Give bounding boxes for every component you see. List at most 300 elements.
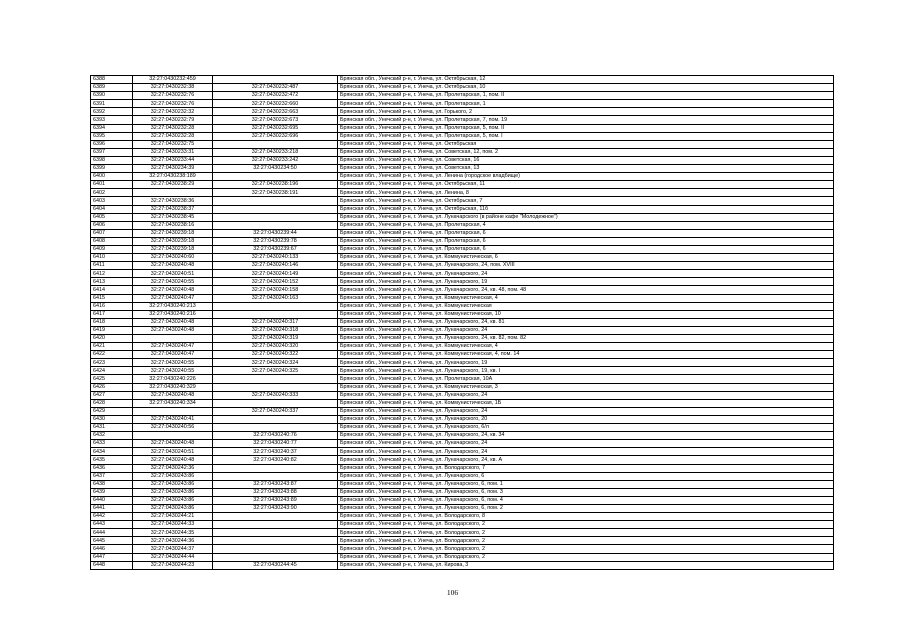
address-cell: Брянская обл., Унечский р-н, г. Унеча, ул. Советская, 13 (338, 165, 834, 173)
address-cell: Брянская обл., Унечский р-н, г. Унеча, ул. Пролетарская, 1 (338, 100, 834, 108)
object-number-cell: 32:27:0430240:318 (213, 326, 338, 334)
address-cell: Брянская обл., Унечский р-н, г. Унеча, ул. Луначарского, 24, кв. 81 (338, 318, 834, 326)
address-cell: Брянская обл., Унечский р-н, г. Унеча, ул. Луначарского, 20 (338, 415, 834, 423)
object-number-cell: 32:27:0430240:322 (213, 351, 338, 359)
table-row (91, 318, 834, 326)
object-number-cell (213, 472, 338, 480)
row-number-cell: 6448 (91, 561, 133, 569)
row-number-cell: 6409 (91, 245, 133, 253)
row-number-cell: 6422 (91, 351, 133, 359)
address-cell: Брянская обл., Унечский р-н, г. Унеча, ул. Ленина (городское владбище) (338, 173, 834, 181)
object-number-cell: 32:27:0430238:196 (213, 181, 338, 189)
address-cell: Брянская обл., Унечский р-н, г. Унеча, ул. Луначарского, 6 (338, 472, 834, 480)
table-row (91, 108, 834, 116)
table-row (91, 262, 834, 270)
parcel-number-cell: 32:27:0430240:213 (133, 302, 213, 310)
table-row (91, 156, 834, 164)
address-cell: Брянская обл., Унечский р-н, г. Унеча, ул. Володарского, 8 (338, 513, 834, 521)
address-cell: Брянская обл., Унечский р-н, г. Унеча, ул. Коммунистическая, 1Б (338, 399, 834, 407)
table-row (91, 124, 834, 132)
table-row (91, 237, 834, 245)
object-number-cell (213, 76, 338, 84)
object-number-cell: 32:27:0430243:88 (213, 488, 338, 496)
row-number-cell: 6390 (91, 92, 133, 100)
object-number-cell (213, 173, 338, 181)
row-number-cell: 6447 (91, 553, 133, 561)
object-number-cell (213, 415, 338, 423)
object-number-cell (213, 205, 338, 213)
table-row (91, 488, 834, 496)
row-number-cell: 6430 (91, 415, 133, 423)
object-number-cell: 32:27:0430240:325 (213, 367, 338, 375)
row-number-cell: 6429 (91, 407, 133, 415)
table-row (91, 561, 834, 569)
parcel-number-cell (133, 189, 213, 197)
row-number-cell: 6393 (91, 116, 133, 124)
object-number-cell: 32:27:0430232:487 (213, 84, 338, 92)
parcel-number-cell: 32:27:0430238:45 (133, 213, 213, 221)
parcel-number-cell: 32:27:0430244:21 (133, 513, 213, 521)
parcel-number-cell: 32:27:0430232:28 (133, 132, 213, 140)
parcel-number-cell (133, 432, 213, 440)
address-cell: Брянская обл., Унечский р-н, г. Унеча, ул. Пролетарская, 4 (338, 221, 834, 229)
row-number-cell: 6441 (91, 504, 133, 512)
row-number-cell: 6424 (91, 367, 133, 375)
parcel-number-cell: 32:27:0430240:48 (133, 391, 213, 399)
table-row (91, 529, 834, 537)
table-row (91, 302, 834, 310)
table-row (91, 545, 834, 553)
address-cell: Брянская обл., Унечский р-н, г. Унеча, ул. Луначарского, 6, пом. 2 (338, 504, 834, 512)
address-cell: Брянская обл., Унечский р-н, г. Унеча, ул. Луначарского, 6, пом. 4 (338, 496, 834, 504)
table-row (91, 229, 834, 237)
parcel-number-cell: 32:27:0430240:48 (133, 326, 213, 334)
row-number-cell: 6438 (91, 480, 133, 488)
address-cell: Брянская обл., Унечский р-н, г. Унеча, ул. Октябрьская (338, 140, 834, 148)
object-number-cell (213, 545, 338, 553)
address-cell: Брянская обл., Унечский р-н, г. Унеча, ул. Пролетарская, 5, пом. I (338, 132, 834, 140)
table-row (91, 181, 834, 189)
row-number-cell: 6388 (91, 76, 133, 84)
row-number-cell: 6417 (91, 310, 133, 318)
address-cell: Брянская обл., Унечский р-н, г. Унеча, ул. Луначарского, 24, пом. XVIII (338, 262, 834, 270)
address-cell: Брянская обл., Унечский р-н, г. Унеча, ул. Пролетарская, 7, пом. 19 (338, 116, 834, 124)
row-number-cell: 6440 (91, 496, 133, 504)
object-number-cell: 32:27:0430240:337 (213, 407, 338, 415)
row-number-cell: 6437 (91, 472, 133, 480)
address-cell: Брянская обл., Унечский р-н, г. Унеча, ул. Володарского, 2 (338, 529, 834, 537)
table-row (91, 205, 834, 213)
address-cell: Брянская обл., Унечский р-н, г. Унеча, ул. Коммунистическая, 6 (338, 254, 834, 262)
table-row (91, 440, 834, 448)
object-number-cell (213, 375, 338, 383)
object-number-cell: 32:27:0430239:78 (213, 237, 338, 245)
object-number-cell: 32:27:0430243:87 (213, 480, 338, 488)
parcel-number-cell: 32:27:0430243:86 (133, 488, 213, 496)
address-cell: Брянская обл., Унечский р-н, г. Унеча, ул. Советская, 12, пом. 2 (338, 148, 834, 156)
table-row (91, 351, 834, 359)
row-number-cell: 6402 (91, 189, 133, 197)
address-cell: Брянская обл., Унечский р-н, г. Унеча, ул. Пролетарская, 6 (338, 237, 834, 245)
row-number-cell: 6400 (91, 173, 133, 181)
table-row (91, 213, 834, 221)
object-number-cell: 32:27:0430232:660 (213, 100, 338, 108)
parcel-number-cell: 32:27:0430239:18 (133, 237, 213, 245)
table-row (91, 513, 834, 521)
row-number-cell: 6403 (91, 197, 133, 205)
parcel-number-cell: 32:27:0430239:18 (133, 229, 213, 237)
address-cell: Брянская обл., Унечский р-н, г. Унеча, ул. Луначарского, 24 (338, 391, 834, 399)
row-number-cell: 6392 (91, 108, 133, 116)
row-number-cell: 6395 (91, 132, 133, 140)
table-row (91, 76, 834, 84)
address-cell: Брянская обл., Унечский р-н, г. Унеча, ул. Октябрьская, 12 (338, 76, 834, 84)
object-number-cell: 32:27:0430232:696 (213, 132, 338, 140)
object-number-cell: 32:27:0430234:50 (213, 165, 338, 173)
parcel-number-cell: 32:27:0430238:16 (133, 221, 213, 229)
object-number-cell (213, 310, 338, 318)
table-row (91, 472, 834, 480)
address-cell: Брянская обл., Унечский р-н, г. Унеча, ул. Луначарского, 6/л (338, 424, 834, 432)
row-number-cell: 6398 (91, 156, 133, 164)
parcel-number-cell: 32:27:0430244:23 (133, 561, 213, 569)
parcel-number-cell: 32:27:0430234:39 (133, 165, 213, 173)
row-number-cell: 6405 (91, 213, 133, 221)
address-cell: Брянская обл., Унечский р-н, г. Унеча, ул. Коммунистическая, 4, пом. 14 (338, 351, 834, 359)
table-row (91, 116, 834, 124)
address-cell: Брянская обл., Унечский р-н, г. Унеча, ул. Пролетарская, 6 (338, 229, 834, 237)
table-row (91, 359, 834, 367)
address-cell: Брянская обл., Унечский р-н, г. Унеча, ул. Луначарского, 24 (338, 270, 834, 278)
parcel-number-cell: 32:27:0430243:86 (133, 496, 213, 504)
address-cell: Брянская обл., Унечский р-н, г. Унеча, ул. Советская, 16 (338, 156, 834, 164)
row-number-cell: 6428 (91, 399, 133, 407)
object-number-cell (213, 140, 338, 148)
object-number-cell: 32:27:0430240:149 (213, 270, 338, 278)
address-cell: Брянская обл., Унечский р-н, г. Унеча, ул. Коммунистическая, 3 (338, 383, 834, 391)
address-cell: Брянская обл., Унечский р-н, г. Унеча, ул. Луначарского, 6, пом. 3 (338, 488, 834, 496)
row-number-cell: 6406 (91, 221, 133, 229)
object-number-cell: 32:27:0430240:317 (213, 318, 338, 326)
row-number-cell: 6425 (91, 375, 133, 383)
table-row (91, 456, 834, 464)
row-number-cell: 6407 (91, 229, 133, 237)
parcel-number-cell: 32:27:0430240:48 (133, 456, 213, 464)
row-number-cell: 6423 (91, 359, 133, 367)
parcel-number-cell: 32:27:0430238:29 (133, 181, 213, 189)
table-row (91, 553, 834, 561)
object-number-cell: 32:27:0430240:333 (213, 391, 338, 399)
table-row (91, 100, 834, 108)
object-number-cell: 32:27:0430240:152 (213, 278, 338, 286)
address-cell: Брянская обл., Унечский р-н, г. Унеча, ул. Володарского, 2 (338, 537, 834, 545)
table-row (91, 391, 834, 399)
row-number-cell: 6446 (91, 545, 133, 553)
address-cell: Брянская обл., Унечский р-н, г. Унеча, ул. Володарского, 2 (338, 521, 834, 529)
parcel-number-cell: 32:27:0430239:18 (133, 245, 213, 253)
object-number-cell: 32:27:0430240:158 (213, 286, 338, 294)
parcel-number-cell: 32:27:0430244:35 (133, 529, 213, 537)
table-row (91, 294, 834, 302)
parcel-number-cell: 32:27:0430240:48 (133, 318, 213, 326)
row-number-cell: 6412 (91, 270, 133, 278)
parcel-number-cell: 32:27:0430242:36 (133, 464, 213, 472)
parcel-number-cell: 32:27:0430240:48 (133, 262, 213, 270)
parcel-number-cell: 32:27:0430240:51 (133, 448, 213, 456)
address-cell: Брянская обл., Унечский р-н, г. Унеча, ул. Луначарского, 24, кв. 34 (338, 432, 834, 440)
address-cell: Брянская обл., Унечский р-н, г. Унеча, ул. Володарского, 2 (338, 553, 834, 561)
parcel-number-cell (133, 335, 213, 343)
row-number-cell: 6445 (91, 537, 133, 545)
address-cell: Брянская обл., Унечский р-н, г. Унеча, ул. Луначарского, 24, кв. 48, пом. 48 (338, 286, 834, 294)
parcel-number-cell: 32:27:0430244:33 (133, 521, 213, 529)
address-cell: Брянская обл., Унечский р-н, г. Унеча, ул. Октябрьская, 11б (338, 205, 834, 213)
object-number-cell (213, 513, 338, 521)
address-cell: Брянская обл., Унечский р-н, г. Унеча, ул. Луначарского, 19 (338, 278, 834, 286)
object-number-cell: 32:27:0430233:218 (213, 148, 338, 156)
table-row (91, 335, 834, 343)
parcel-number-cell: 32:27:0430232:79 (133, 116, 213, 124)
parcel-number-cell (133, 407, 213, 415)
parcel-number-cell: 32:27:0430232:32 (133, 108, 213, 116)
parcel-number-cell: 32:27:0430233:44 (133, 156, 213, 164)
row-number-cell: 6444 (91, 529, 133, 537)
object-number-cell (213, 537, 338, 545)
parcel-number-cell: 32:27:0430240:334 (133, 399, 213, 407)
table-row (91, 221, 834, 229)
object-number-cell (213, 424, 338, 432)
parcel-number-cell: 32:27:0430240:41 (133, 415, 213, 423)
parcel-number-cell: 32:27:0430244:44 (133, 553, 213, 561)
table-row (91, 464, 834, 472)
address-cell: Брянская обл., Унечский р-н, г. Унеча, ул. Луначарского, 19 (338, 359, 834, 367)
row-number-cell: 6434 (91, 448, 133, 456)
row-number-cell: 6408 (91, 237, 133, 245)
object-number-cell: 32:27:0430239:44 (213, 229, 338, 237)
table-row (91, 245, 834, 253)
table-row (91, 375, 834, 383)
object-number-cell (213, 213, 338, 221)
parcel-number-cell: 32:27:0430240:55 (133, 278, 213, 286)
object-number-cell: 32:27:0430232:663 (213, 108, 338, 116)
row-number-cell: 6414 (91, 286, 133, 294)
row-number-cell: 6391 (91, 100, 133, 108)
row-number-cell: 6411 (91, 262, 133, 270)
table-row (91, 189, 834, 197)
row-number-cell: 6435 (91, 456, 133, 464)
parcel-number-cell: 32:27:0430240:51 (133, 270, 213, 278)
row-number-cell: 6394 (91, 124, 133, 132)
parcel-number-cell: 32:27:0430232:28 (133, 124, 213, 132)
address-cell: Брянская обл., Унечский р-н, г. Унеча, ул. Коммунистическая, 4 (338, 343, 834, 351)
address-cell: Брянская обл., Унечский р-н, г. Унеча, ул. Ленина, 8 (338, 189, 834, 197)
row-number-cell: 6436 (91, 464, 133, 472)
address-cell: Брянская обл., Унечский р-н, г. Унеча, ул. Октябрьская, 10 (338, 84, 834, 92)
row-number-cell: 6415 (91, 294, 133, 302)
table-row (91, 504, 834, 512)
object-number-cell (213, 521, 338, 529)
table-row (91, 270, 834, 278)
table-row (91, 383, 834, 391)
parcel-number-cell: 32:27:0430244:37 (133, 545, 213, 553)
object-number-cell: 32:27:0430238:191 (213, 189, 338, 197)
address-cell: Брянская обл., Унечский р-н, г. Унеча, ул. Октябрьская, 11 (338, 181, 834, 189)
row-number-cell: 6443 (91, 521, 133, 529)
address-cell: Брянская обл., Унечский р-н, г. Унеча, ул. Луначарского, 24, кв. 82, пом. 82 (338, 335, 834, 343)
object-number-cell (213, 553, 338, 561)
table-row (91, 278, 834, 286)
object-number-cell: 32:27:0430232:673 (213, 116, 338, 124)
object-number-cell (213, 399, 338, 407)
table-body (91, 76, 834, 570)
address-cell: Брянская обл., Унечский р-н, г. Унеча, ул. Кирова, 3 (338, 561, 834, 569)
address-cell: Брянская обл., Унечский р-н, г. Унеча, ул. Коммунистическая, 10 (338, 310, 834, 318)
row-number-cell: 6419 (91, 326, 133, 334)
parcel-number-cell: 32:27:0430238:189 (133, 173, 213, 181)
object-number-cell (213, 221, 338, 229)
row-number-cell: 6389 (91, 84, 133, 92)
object-number-cell: 32:27:0430233:242 (213, 156, 338, 164)
object-number-cell: 32:27:0430240:77 (213, 440, 338, 448)
table-row (91, 415, 834, 423)
table-row (91, 448, 834, 456)
parcel-number-cell: 32:27:0430233:31 (133, 148, 213, 156)
row-number-cell: 6416 (91, 302, 133, 310)
table-row (91, 537, 834, 545)
address-cell: Брянская обл., Унечский р-н, г. Унеча, ул. Луначарского, 24 (338, 326, 834, 334)
table-row (91, 286, 834, 294)
table-row (91, 310, 834, 318)
address-cell: Брянская обл., Унечский р-н, г. Унеча, ул. Володарского, 7 (338, 464, 834, 472)
parcel-number-cell: 32:27:0430240:329 (133, 383, 213, 391)
row-number-cell: 6439 (91, 488, 133, 496)
table-row (91, 84, 834, 92)
table-row (91, 367, 834, 375)
parcel-number-cell: 32:27:0430243:86 (133, 504, 213, 512)
row-number-cell: 6420 (91, 335, 133, 343)
address-cell: Брянская обл., Унечский р-н, г. Унеча, ул. Луначарского, 24, кв. А (338, 456, 834, 464)
parcel-number-cell: 32:27:0430240:48 (133, 286, 213, 294)
address-cell: Брянская обл., Унечский р-н, г. Унеча, ул. Луначарского, 24 (338, 407, 834, 415)
row-number-cell: 6404 (91, 205, 133, 213)
address-cell: Брянская обл., Унечский р-н, г. Унеча, ул. Луначарского (в районе кафе "Молодежное") (338, 213, 834, 221)
object-number-cell: 32:27:0430240:82 (213, 456, 338, 464)
object-number-cell (213, 302, 338, 310)
object-number-cell: 32:27:0430240:76 (213, 432, 338, 440)
parcel-number-cell: 32:27:0430240:47 (133, 343, 213, 351)
object-number-cell: 32:27:0430240:324 (213, 359, 338, 367)
table-row (91, 254, 834, 262)
address-cell: Брянская обл., Унечский р-н, г. Унеча, ул. Пролетарская, 6 (338, 245, 834, 253)
parcel-number-cell: 32:27:0430232:38 (133, 84, 213, 92)
row-number-cell: 6426 (91, 383, 133, 391)
parcel-number-cell: 32:27:0430240:60 (133, 254, 213, 262)
table-row (91, 480, 834, 488)
table-row (91, 521, 834, 529)
parcel-number-cell: 32:27:0430232:76 (133, 100, 213, 108)
address-cell: Брянская обл., Унечский р-н, г. Унеча, ул. Володарского, 2 (338, 545, 834, 553)
object-number-cell: 32:27:0430232:472 (213, 92, 338, 100)
parcel-number-cell: 32:27:0430240:47 (133, 294, 213, 302)
object-number-cell: 32:27:0430240:133 (213, 254, 338, 262)
table-row (91, 326, 834, 334)
parcel-number-cell: 32:27:0430240:55 (133, 359, 213, 367)
address-cell: Брянская обл., Унечский р-н, г. Унеча, ул. Пролетарская, 10А (338, 375, 834, 383)
row-number-cell: 6396 (91, 140, 133, 148)
parcel-number-cell: 32:27:0430240:226 (133, 375, 213, 383)
parcel-number-cell: 32:27:0430238:36 (133, 197, 213, 205)
row-number-cell: 6432 (91, 432, 133, 440)
parcel-number-cell: 32:27:0430232:76 (133, 92, 213, 100)
row-number-cell: 6410 (91, 254, 133, 262)
row-number-cell: 6401 (91, 181, 133, 189)
object-number-cell: 32:27:0430244:45 (213, 561, 338, 569)
table-row (91, 343, 834, 351)
row-number-cell: 6427 (91, 391, 133, 399)
table-row (91, 165, 834, 173)
object-number-cell: 32:27:0430240:37 (213, 448, 338, 456)
parcel-number-cell: 32:27:0430243:86 (133, 472, 213, 480)
address-cell: Брянская обл., Унечский р-н, г. Унеча, ул. Пролетарская, 5, пом. II (338, 124, 834, 132)
table-row (91, 92, 834, 100)
parcel-number-cell: 32:27:0430240:56 (133, 424, 213, 432)
object-number-cell: 32:27:0430240:319 (213, 335, 338, 343)
object-number-cell: 32:27:0430240:320 (213, 343, 338, 351)
table-row (91, 407, 834, 415)
parcel-number-cell: 32:27:0430240:47 (133, 351, 213, 359)
table-row (91, 399, 834, 407)
object-number-cell: 32:27:0430243:90 (213, 504, 338, 512)
address-cell: Брянская обл., Унечский р-н, г. Унеча, ул. Коммунистическая, 4 (338, 294, 834, 302)
row-number-cell: 6397 (91, 148, 133, 156)
address-cell: Брянская обл., Унечский р-н, г. Унеча, ул. Пролетарская, 1, пом. II (338, 92, 834, 100)
parcel-number-cell: 32:27:0430240:55 (133, 367, 213, 375)
cadastral-registry-table (90, 75, 834, 570)
table-row (91, 140, 834, 148)
table-row (91, 496, 834, 504)
table-row (91, 197, 834, 205)
object-number-cell: 32:27:0430240:146 (213, 262, 338, 270)
parcel-number-cell: 32:27:0430240:216 (133, 310, 213, 318)
page-number: 106 (446, 588, 459, 597)
address-cell: Брянская обл., Унечский р-н, г. Унеча, ул. Луначарского, 19, кв. I (338, 367, 834, 375)
object-number-cell: 32:27:0430243:89 (213, 496, 338, 504)
table-row (91, 432, 834, 440)
address-cell: Брянская обл., Унечский р-н, г. Унеча, ул. Луначарского, 24 (338, 440, 834, 448)
object-number-cell (213, 529, 338, 537)
row-number-cell: 6399 (91, 165, 133, 173)
table-row (91, 173, 834, 181)
row-number-cell: 6413 (91, 278, 133, 286)
object-number-cell: 32:27:0430239:67 (213, 245, 338, 253)
table-row (91, 132, 834, 140)
registry-table-container (90, 75, 834, 570)
table-row (91, 424, 834, 432)
address-cell: Брянская обл., Унечский р-н, г. Унеча, ул. Луначарского, 6, пом. 1 (338, 480, 834, 488)
object-number-cell: 32:27:0430240:163 (213, 294, 338, 302)
address-cell: Брянская обл., Унечский р-н, г. Унеча, ул. Горького, 2 (338, 108, 834, 116)
address-cell: Брянская обл., Унечский р-н, г. Унеча, ул. Коммунистическая (338, 302, 834, 310)
table-row (91, 148, 834, 156)
row-number-cell: 6442 (91, 513, 133, 521)
address-cell: Брянская обл., Унечский р-н, г. Унеча, ул. Октябрьская, 7 (338, 197, 834, 205)
parcel-number-cell: 32:27:0430232:459 (133, 76, 213, 84)
parcel-number-cell: 32:27:0430243:86 (133, 480, 213, 488)
parcel-number-cell: 32:27:0430240:48 (133, 440, 213, 448)
row-number-cell: 6433 (91, 440, 133, 448)
row-number-cell: 6431 (91, 424, 133, 432)
object-number-cell (213, 383, 338, 391)
